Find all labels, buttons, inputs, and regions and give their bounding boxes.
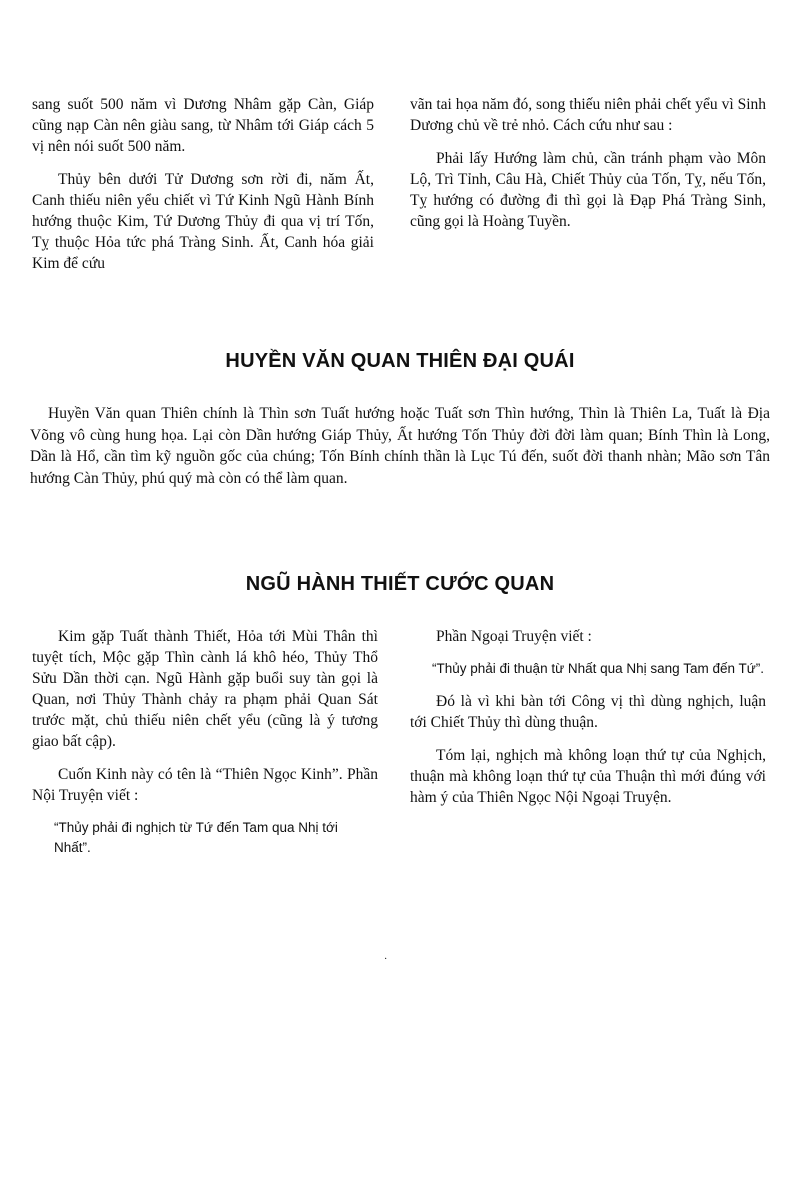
paragraph: Phần Ngoại Truyện viết : (436, 628, 592, 645)
paragraph: Kim gặp Tuất thành Thiết, Hỏa tới Mùi Thân thì tuyệt tích, Mộc gặp Thìn cành lá khô héo, Thủy Thổ Sửu Dần thời cạn. Ngũ Hành gặp buổi suy tàn gọi là Quan, nơi Thủy Thành chảy ra phạm phải Quan Sát trước mặt, chủ thiếu niên chết yểu (cũng là ý tương giao bất cập). (32, 628, 378, 750)
stray-mark: · (384, 954, 388, 965)
paragraph: Tóm lại, nghịch mà không loạn thứ tự của Nghịch, thuận mà không loạn thứ tự của Thuận thì mới đúng với hàm ý của Thiên Ngọc Nội Ngoại Truyện. (410, 747, 766, 806)
section3-right-column (410, 626, 766, 820)
paragraph: Phải lấy Hướng làm chủ, cần tránh phạm vào Môn Lộ, Trì Tỉnh, Câu Hà, Chiết Thủy của Tốn, Tỵ, nếu Tốn, Tỵ hướng có đường đi thì gọi là Đạp Phá Tràng Sinh, cũng gọi là Hoàng Tuyền. (410, 150, 766, 230)
quote: “Thủy phải đi nghịch từ Tứ đến Tam qua Nhị tới Nhất”. (54, 820, 338, 855)
paragraph: Thủy bên dưới Tử Dương sơn rời đi, năm Ất, Canh thiếu niên yểu chiết vì Tứ Kinh Ngũ Hành Bính hướng thuộc Kim, Tứ Dương Thủy đi qua vị trí Tốn, Tỵ thuộc Hỏa tức phá Tràng Sinh. Ất, Canh hóa giải Kim để cứu (32, 171, 374, 272)
section1-right-column (410, 94, 766, 244)
section2-body (30, 403, 770, 489)
paragraph: sang suốt 500 năm vì Dương Nhâm gặp Càn, Giáp cũng nạp Càn nên giàu sang, từ Nhâm tới Giáp cách 5 vị nên nói suốt 500 năm. (32, 96, 374, 155)
section-heading: HUYỀN VĂN QUAN THIÊN ĐẠI QUÁI (225, 350, 575, 372)
quote: “Thủy phải đi thuận từ Nhất qua Nhị sang Tam đến Tứ”. (432, 661, 765, 676)
paragraph: Cuốn Kinh này có tên là “Thiên Ngọc Kinh”. Phần Nội Truyện viết : (32, 766, 378, 804)
section1-left-column (32, 94, 374, 286)
section-heading: NGŨ HÀNH THIẾT CƯỚC QUAN (245, 573, 555, 595)
paragraph: Đó là vì khi bàn tới Công vị thì dùng nghịch, luận tới Chiết Thủy thì dùng thuận. (410, 693, 766, 731)
paragraph: Huyền Văn quan Thiên chính là Thìn sơn Tuất hướng hoặc Tuất sơn Thìn hướng, Thìn là Thiên La, Tuất là Địa Võng vô cùng hung họa. Lại còn Dần hướng Giáp Thủy, Ất hướng Tốn Thủy đời đời làm quan; Bính Thìn là Long, Dần là Hổ, cần tìm kỹ nguồn gốc của chúng; Tốn Bính chính thần là Lục Tú đến, suốt đời thanh nhàn; Mão sơn Tân hướng Càn Thủy, phú quý mà còn có thể làm quan. (30, 405, 770, 487)
section3-left-column (32, 626, 378, 870)
paragraph: vãn tai họa năm đó, song thiếu niên phải chết yểu vì Sinh Dương chủ về trẻ nhỏ. Cách cứu như sau : (410, 96, 766, 134)
